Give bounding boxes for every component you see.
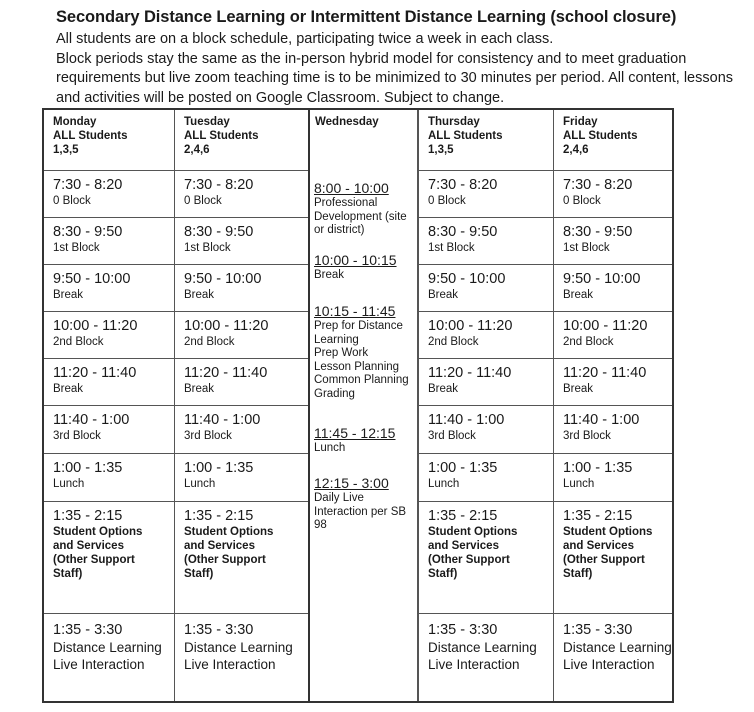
cell-time: 11:40 - 1:00 xyxy=(563,412,640,428)
cell-label: 0 Block xyxy=(563,195,601,207)
day-group: ALL Students xyxy=(428,130,503,142)
tuesday-column xyxy=(174,110,308,701)
schedule-cell xyxy=(44,217,174,264)
cell-time: 11:40 - 1:00 xyxy=(428,412,505,428)
day-name: Friday xyxy=(563,116,598,128)
cell-time: 9:50 - 10:00 xyxy=(53,271,131,287)
cell-label: Live Interaction xyxy=(53,657,145,672)
block-label: Daily Live xyxy=(314,492,364,504)
block-label: Grading xyxy=(314,387,355,400)
schedule-cell xyxy=(175,453,308,501)
cell-time: 10:00 - 11:20 xyxy=(53,318,138,334)
block-label: 98 xyxy=(314,519,327,531)
cell-label: (Other Support xyxy=(563,554,645,566)
cell-time: 10:00 - 11:20 xyxy=(563,318,648,334)
day-name: Tuesday xyxy=(184,116,230,128)
cell-label: 1st Block xyxy=(53,242,100,254)
cell-label: Break xyxy=(428,383,459,395)
cell-time: 8:30 - 9:50 xyxy=(184,224,254,240)
block-label: or district) xyxy=(314,224,365,236)
cell-time: 1:00 - 1:35 xyxy=(184,460,254,476)
day-group: ALL Students xyxy=(184,130,259,142)
schedule-cell xyxy=(554,170,672,217)
schedule-cell xyxy=(554,405,672,453)
schedule-cell xyxy=(175,264,308,311)
wednesday-block xyxy=(314,303,415,401)
block-time: 10:00 - 10:15 xyxy=(314,252,397,268)
schedule-cell xyxy=(44,501,174,613)
day-blocks: 2,4,6 xyxy=(184,144,210,156)
schedule-cell xyxy=(44,405,174,453)
cell-label: Student Options xyxy=(563,526,653,538)
wednesday-block xyxy=(314,180,415,238)
schedule-cell xyxy=(419,264,553,311)
cell-label: and Services xyxy=(428,540,499,552)
block-label: Learning xyxy=(314,333,359,346)
cell-time: 1:35 - 3:30 xyxy=(428,622,498,638)
cell-time: 9:50 - 10:00 xyxy=(428,271,506,287)
day-blocks: 1,3,5 xyxy=(53,144,79,156)
cell-label: 2nd Block xyxy=(184,336,235,348)
cell-label: 3rd Block xyxy=(563,430,611,442)
wednesday-header xyxy=(310,110,417,170)
block-label: Development (site xyxy=(314,210,407,223)
day-blocks: 2,4,6 xyxy=(563,144,589,156)
cell-label: 2nd Block xyxy=(563,336,614,348)
block-label: Prep Work xyxy=(314,347,369,359)
cell-label: Student Options xyxy=(184,526,274,538)
cell-label: 3rd Block xyxy=(428,430,476,442)
block-label: Interaction per SB xyxy=(314,505,407,518)
thursday-column xyxy=(418,110,553,701)
cell-label: Break xyxy=(563,383,594,395)
cell-label: Break xyxy=(184,289,215,301)
schedule-cell xyxy=(419,217,553,264)
cell-label: Live Interaction xyxy=(184,657,276,672)
cell-label: Lunch xyxy=(53,478,85,490)
cell-time: 10:00 - 11:20 xyxy=(184,318,269,334)
cell-time: 1:35 - 3:30 xyxy=(563,622,633,638)
schedule-cell xyxy=(419,613,553,703)
cell-label: and Services xyxy=(563,540,634,552)
cell-time: 10:00 - 11:20 xyxy=(428,318,513,334)
cell-label: Distance Learning xyxy=(563,640,672,655)
cell-label: Staff) xyxy=(53,568,83,580)
cell-time: 11:20 - 11:40 xyxy=(428,365,512,381)
cell-label: 3rd Block xyxy=(184,430,232,442)
cell-label: Break xyxy=(184,383,215,395)
cell-label: 1st Block xyxy=(563,242,610,254)
cell-time: 11:40 - 1:00 xyxy=(53,412,130,428)
cell-time: 11:40 - 1:00 xyxy=(184,412,261,428)
schedule-cell xyxy=(44,358,174,405)
day-name: Monday xyxy=(53,116,97,128)
cell-label: 2nd Block xyxy=(428,336,479,348)
schedule-table xyxy=(42,108,674,703)
schedule-cell xyxy=(175,358,308,405)
intro-line-1: All students are on a block schedule, participating twice a week in each class. xyxy=(56,31,554,47)
schedule-cell xyxy=(175,217,308,264)
cell-time: 1:35 - 3:30 xyxy=(184,622,254,638)
cell-label: 0 Block xyxy=(184,195,222,207)
block-time: 10:15 - 11:45 xyxy=(314,303,396,319)
day-name: Thursday xyxy=(428,116,480,128)
cell-time: 1:35 - 2:15 xyxy=(428,508,498,524)
block-label: Lesson Planning xyxy=(314,360,400,373)
cell-time: 11:20 - 11:40 xyxy=(53,365,137,381)
schedule-cell xyxy=(554,217,672,264)
schedule-cell xyxy=(44,311,174,358)
cell-label: (Other Support xyxy=(184,554,266,566)
schedule-cell xyxy=(44,264,174,311)
cell-time: 8:30 - 9:50 xyxy=(428,224,498,240)
cell-label: Lunch xyxy=(184,478,216,490)
schedule-cell xyxy=(419,358,553,405)
cell-label: Distance Learning xyxy=(53,640,162,655)
schedule-cell xyxy=(554,311,672,358)
block-label: Professional xyxy=(314,197,378,209)
cell-label: Student Options xyxy=(428,526,518,538)
schedule-cell xyxy=(44,453,174,501)
cell-time: 8:30 - 9:50 xyxy=(53,224,123,240)
cell-time: 1:00 - 1:35 xyxy=(428,460,498,476)
cell-label: Distance Learning xyxy=(184,640,293,655)
intro-text xyxy=(56,30,746,108)
schedule-cell xyxy=(44,613,174,703)
day-blocks: 1,3,5 xyxy=(428,144,454,156)
thursday-header xyxy=(419,110,553,170)
cell-label: Student Options xyxy=(53,526,143,538)
schedule-cell xyxy=(419,170,553,217)
cell-label: Live Interaction xyxy=(428,657,520,672)
cell-label: Break xyxy=(428,289,459,301)
cell-time: 1:35 - 2:15 xyxy=(563,508,633,524)
cell-label: 0 Block xyxy=(53,195,91,207)
cell-time: 7:30 - 8:20 xyxy=(184,177,254,193)
cell-label: 1st Block xyxy=(184,242,231,254)
block-label: Prep for Distance xyxy=(314,320,403,332)
cell-time: 11:20 - 11:40 xyxy=(184,365,268,381)
day-group: ALL Students xyxy=(53,130,128,142)
cell-label: and Services xyxy=(53,540,124,552)
block-time: 8:00 - 10:00 xyxy=(314,180,389,196)
schedule-cell xyxy=(419,453,553,501)
cell-label: 0 Block xyxy=(428,195,466,207)
schedule-cell xyxy=(175,170,308,217)
cell-label: Break xyxy=(53,383,84,395)
cell-label: Break xyxy=(53,289,84,301)
cell-label: Staff) xyxy=(428,568,458,580)
schedule-cell xyxy=(554,453,672,501)
schedule-cell xyxy=(175,613,308,703)
schedule-cell xyxy=(44,170,174,217)
cell-time: 1:00 - 1:35 xyxy=(563,460,633,476)
cell-time: 9:50 - 10:00 xyxy=(184,271,262,287)
cell-time: 1:35 - 3:30 xyxy=(53,622,123,638)
wednesday-block xyxy=(314,252,415,283)
cell-time: 9:50 - 10:00 xyxy=(563,271,641,287)
cell-label: Staff) xyxy=(184,568,214,580)
tuesday-header xyxy=(175,110,308,170)
cell-time: 1:35 - 2:15 xyxy=(53,508,123,524)
cell-label: Live Interaction xyxy=(563,657,655,672)
cell-time: 7:30 - 8:20 xyxy=(53,177,123,193)
wednesday-block xyxy=(314,425,415,456)
cell-time: 1:00 - 1:35 xyxy=(53,460,123,476)
schedule-cell xyxy=(175,405,308,453)
cell-label: Break xyxy=(563,289,594,301)
cell-label: 1st Block xyxy=(428,242,475,254)
schedule-cell xyxy=(419,311,553,358)
block-label: Lunch xyxy=(314,442,346,454)
cell-time: 8:30 - 9:50 xyxy=(563,224,633,240)
friday-column xyxy=(553,110,672,701)
day-group: ALL Students xyxy=(563,130,638,142)
schedule-cell xyxy=(554,358,672,405)
page-title: Secondary Distance Learning or Intermittent Distance Learning (school closure) xyxy=(56,8,677,26)
cell-time: 1:35 - 2:15 xyxy=(184,508,254,524)
friday-header xyxy=(554,110,672,170)
cell-time: 7:30 - 8:20 xyxy=(428,177,498,193)
wednesday-block xyxy=(314,475,415,533)
intro-line-2: Block periods stay the same as the in-person hybrid model for consistency and to meet graduation requirements but live zoom teaching time is to be minimized to 30 minutes per period. All content, lessons and activities will be posted on Google Classroom. Subject to change. xyxy=(56,50,734,106)
cell-label: Lunch xyxy=(563,478,595,490)
cell-label: Staff) xyxy=(563,568,593,580)
schedule-cell xyxy=(175,311,308,358)
cell-label: Lunch xyxy=(428,478,460,490)
block-label: Common Planning xyxy=(314,374,409,386)
block-time: 11:45 - 12:15 xyxy=(314,425,396,441)
cell-time: 11:20 - 11:40 xyxy=(563,365,647,381)
cell-label: 2nd Block xyxy=(53,336,104,348)
cell-label: and Services xyxy=(184,540,255,552)
schedule-cell xyxy=(554,613,672,703)
cell-label: 3rd Block xyxy=(53,430,101,442)
schedule-cell xyxy=(554,501,672,613)
block-time: 12:15 - 3:00 xyxy=(314,475,389,491)
cell-label: (Other Support xyxy=(53,554,135,566)
day-name: Wednesday xyxy=(315,116,379,128)
wednesday-column xyxy=(308,110,418,701)
cell-time: 7:30 - 8:20 xyxy=(563,177,633,193)
schedule-cell xyxy=(419,405,553,453)
cell-label: (Other Support xyxy=(428,554,510,566)
schedule-cell xyxy=(175,501,308,613)
schedule-cell xyxy=(419,501,553,613)
block-label: Break xyxy=(314,269,345,281)
cell-label: Distance Learning xyxy=(428,640,537,655)
monday-header xyxy=(44,110,174,170)
monday-column xyxy=(44,110,174,701)
schedule-cell xyxy=(554,264,672,311)
